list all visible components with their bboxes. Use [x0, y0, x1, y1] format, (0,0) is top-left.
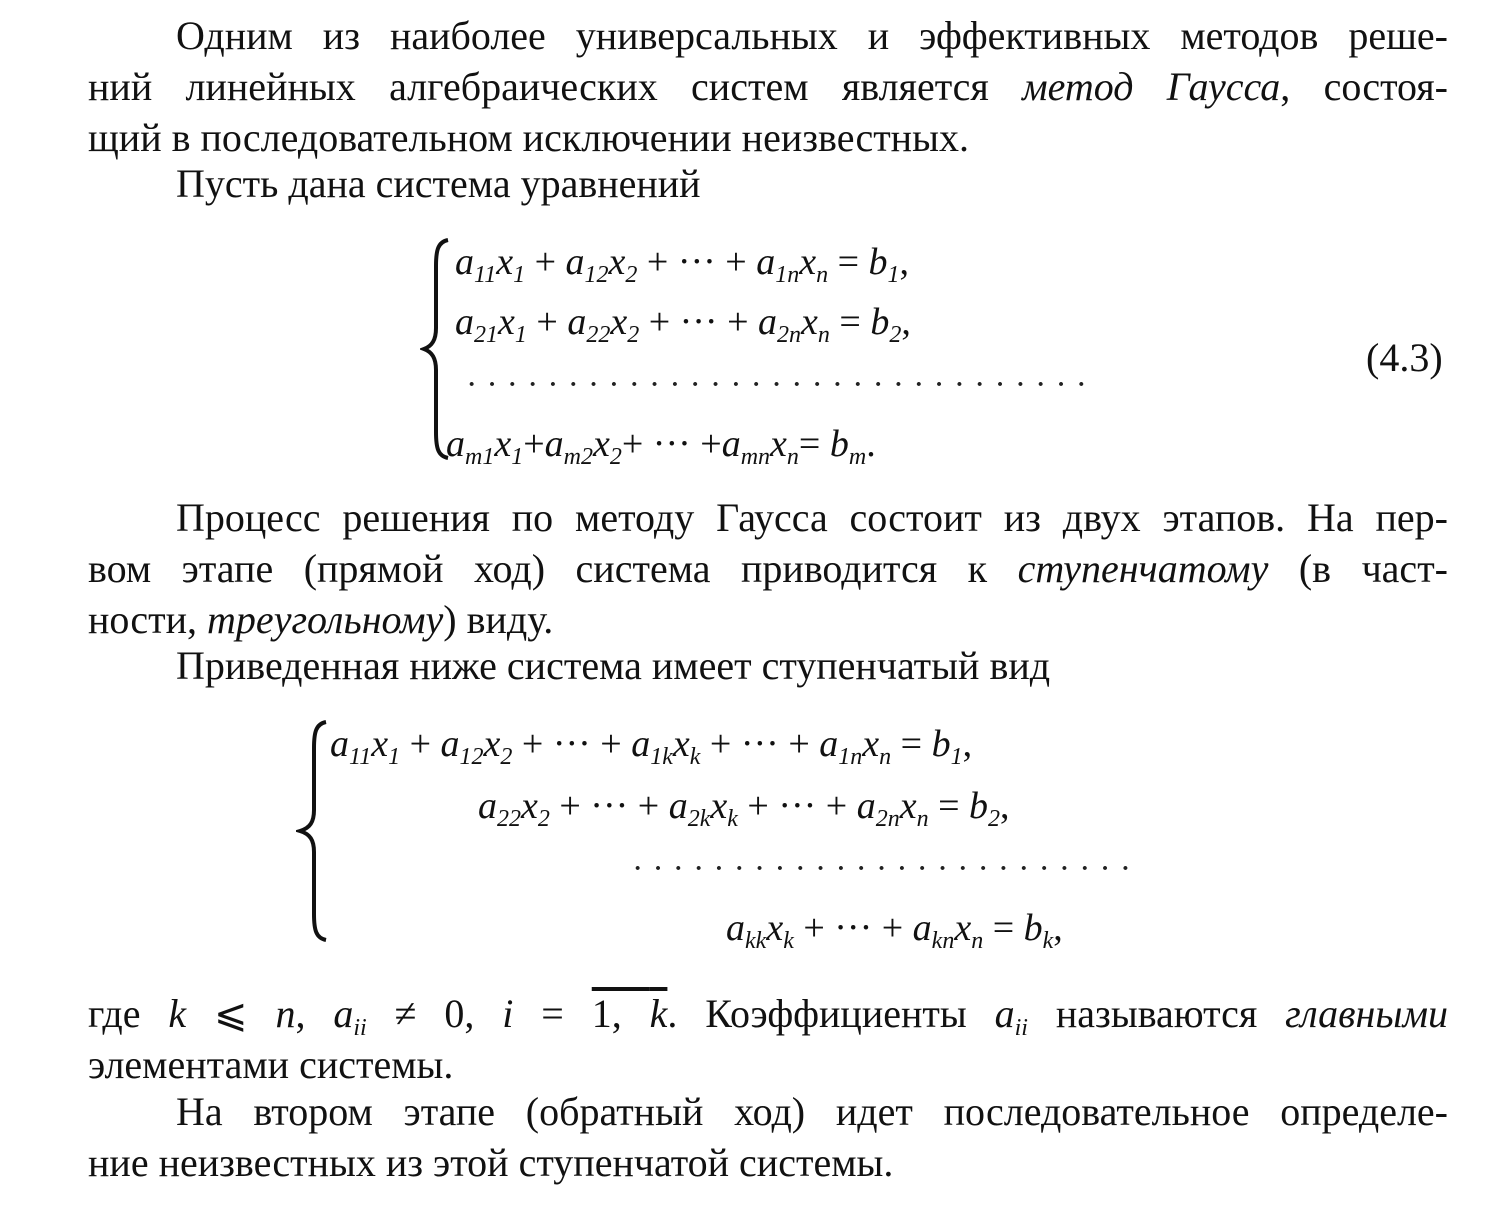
system-1-row-1: $a_{11}x_1 + a_{12}x_2$ + ··· + $a_{1n}x_n = b_1$, — [455, 241, 910, 288]
term-triangular: треугольному — [207, 597, 444, 642]
paragraph-intro — [88, 10, 1448, 163]
paragraph-backward: На втором этапе (обратный ход) идет последовательное определе- ние неизвестных из этой ступенчатой системы. — [88, 1089, 1448, 1185]
system-2-row-2: $a_{22}x_2$ + ··· + $a_{2k}x_k$ + ··· + $a_{2n}x_n = b_2$, — [478, 785, 1010, 832]
system-2-row-1: $a_{11}x_1 + a_{12}x_2$ + ··· + $a_{1k}x_k$ + ··· + $a_{1n}x_n = b_1$, — [330, 723, 973, 770]
system-2-dots: ························· — [632, 850, 1141, 887]
term-gauss-method: метод Гаусса — [1022, 64, 1281, 109]
intro-line-2: ний линейных алгебраических систем является метод Гаусса, состоя- — [88, 64, 1448, 109]
system-2-row-k: $a_{kk}x_k$ + ··· + $a_{kn}x_n = b_k$, — [726, 907, 1063, 954]
system-1-dots: ······························· — [466, 366, 1096, 403]
term-stepped: ступенчатому — [1017, 546, 1269, 591]
paragraph-given-system: Пусть дана система уравнений — [176, 161, 701, 206]
condition-formula: k ⩽ n, $a_{ii} \ne 0$, i = 1, k — [168, 991, 668, 1041]
system-2-brace — [296, 718, 330, 944]
paragraph-stepped-system: Приведенная ниже система имеет ступенчатый вид — [176, 643, 1051, 688]
equation-number: (4.3) — [1366, 335, 1443, 380]
paragraph-conditions: где k ⩽ n, $a_{ii} \ne 0$, i = 1, k. Коэффициенты $a_{ii}$ называются главными элементами системы. — [88, 991, 1449, 1087]
intro-line-3: щий в последовательном исключении неизвестных. — [88, 115, 969, 160]
paragraph-process: Процесс решения по методу Гаусса состоит из двух этапов. На пер- вом этапе (прямой ход) система приводится к ступенчатому (в част- ности, треугольному) виду. — [88, 495, 1448, 642]
term-main-elements: главными — [1285, 991, 1449, 1036]
system-1-row-2: $a_{21}x_1 + a_{22}x_2$ + ··· + $a_{2n}x_n = b_2$, — [455, 301, 911, 348]
system-1-row-m: $a_{m1}x_1+a_{m2}x_2+$ ··· $+a_{mn}x_n= b_m$. — [446, 423, 876, 470]
intro-line-1: Одним из наиболее универсальных и эффективных методов реше- — [176, 13, 1448, 58]
